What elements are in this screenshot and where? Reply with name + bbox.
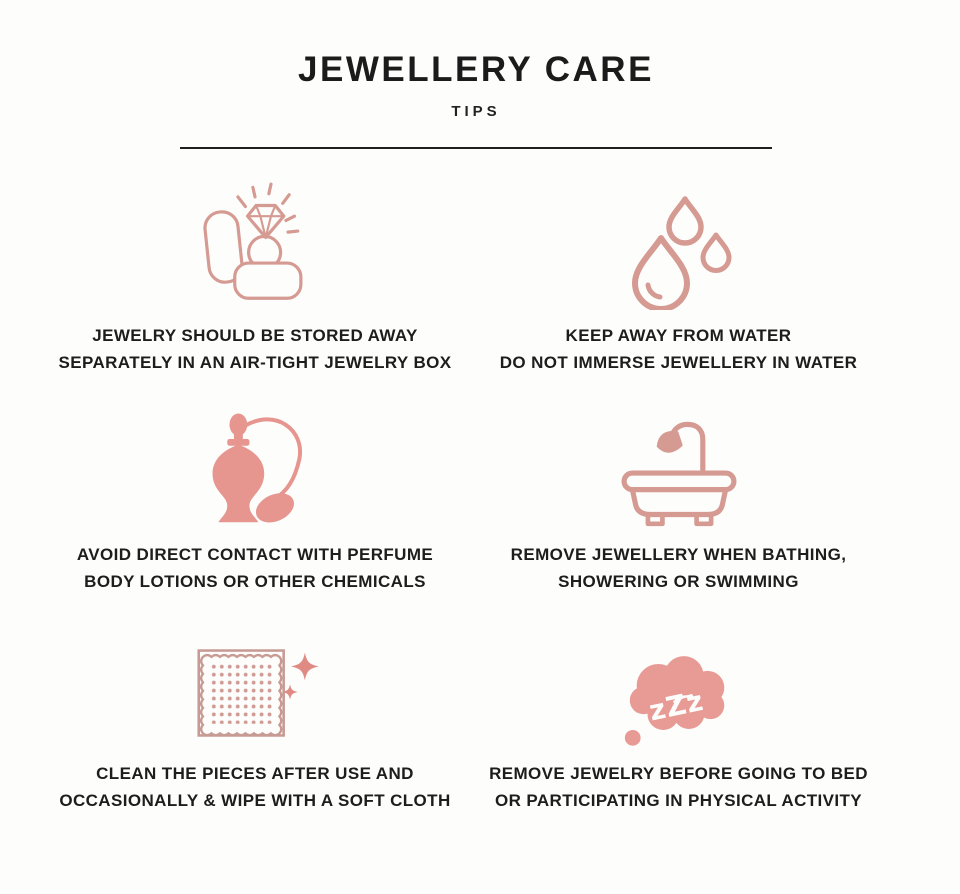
ring-box-icon: [191, 182, 319, 310]
tip-line: SEPARATELY IN AN AIR-TIGHT JEWELRY BOX: [58, 353, 452, 372]
header-divider: [180, 147, 772, 149]
water-drops-icon: [619, 192, 739, 310]
tip-caption: [489, 760, 868, 814]
tip-caption: [59, 760, 450, 814]
tip-caption: [500, 322, 858, 376]
tip-card-perfume: [45, 382, 465, 601]
tip-caption: [77, 541, 433, 595]
tip-card-sleep: [465, 601, 892, 820]
zzz-text: zZz: [645, 684, 707, 728]
poster-header: [45, 50, 907, 149]
tip-card-storage: [45, 163, 465, 382]
tip-line: SHOWERING OR SWIMMING: [558, 572, 799, 591]
tip-line: CLEAN THE PIECES AFTER USE AND: [96, 764, 414, 783]
tip-line: DO NOT IMMERSE JEWELLERY IN WATER: [499, 353, 858, 372]
tip-line: OCCASIONALLY & WIPE WITH A SOFT CLOTH: [59, 791, 451, 810]
bathtub-shower-icon: [611, 413, 747, 529]
perfume-bottle-icon: [194, 409, 316, 529]
tip-line: BODY LOTIONS OR OTHER CHEMICALS: [84, 572, 426, 591]
tip-line: JEWELRY SHOULD BE STORED AWAY: [92, 326, 418, 345]
polishing-cloth-icon: [186, 638, 324, 748]
tips-grid: [45, 163, 960, 820]
tip-line: REMOVE JEWELRY BEFORE GOING TO BED: [489, 764, 868, 783]
page-title: JEWELLERY CARE: [298, 50, 654, 89]
tip-line: AVOID DIRECT CONTACT WITH PERFUME: [76, 545, 434, 564]
sleep-zzz-icon: [615, 644, 743, 748]
tip-line: OR PARTICIPATING IN PHYSICAL ACTIVITY: [494, 791, 863, 810]
tip-line: KEEP AWAY FROM WATER: [565, 326, 792, 345]
tip-card-cleaning: [45, 601, 465, 820]
tip-card-water: [465, 163, 892, 382]
tip-caption: [58, 322, 451, 376]
tip-caption: [511, 541, 847, 595]
tip-line: REMOVE JEWELLERY WHEN BATHING,: [510, 545, 847, 564]
tip-card-bathing: [465, 382, 892, 601]
page-subtitle: TIPS: [451, 103, 501, 120]
